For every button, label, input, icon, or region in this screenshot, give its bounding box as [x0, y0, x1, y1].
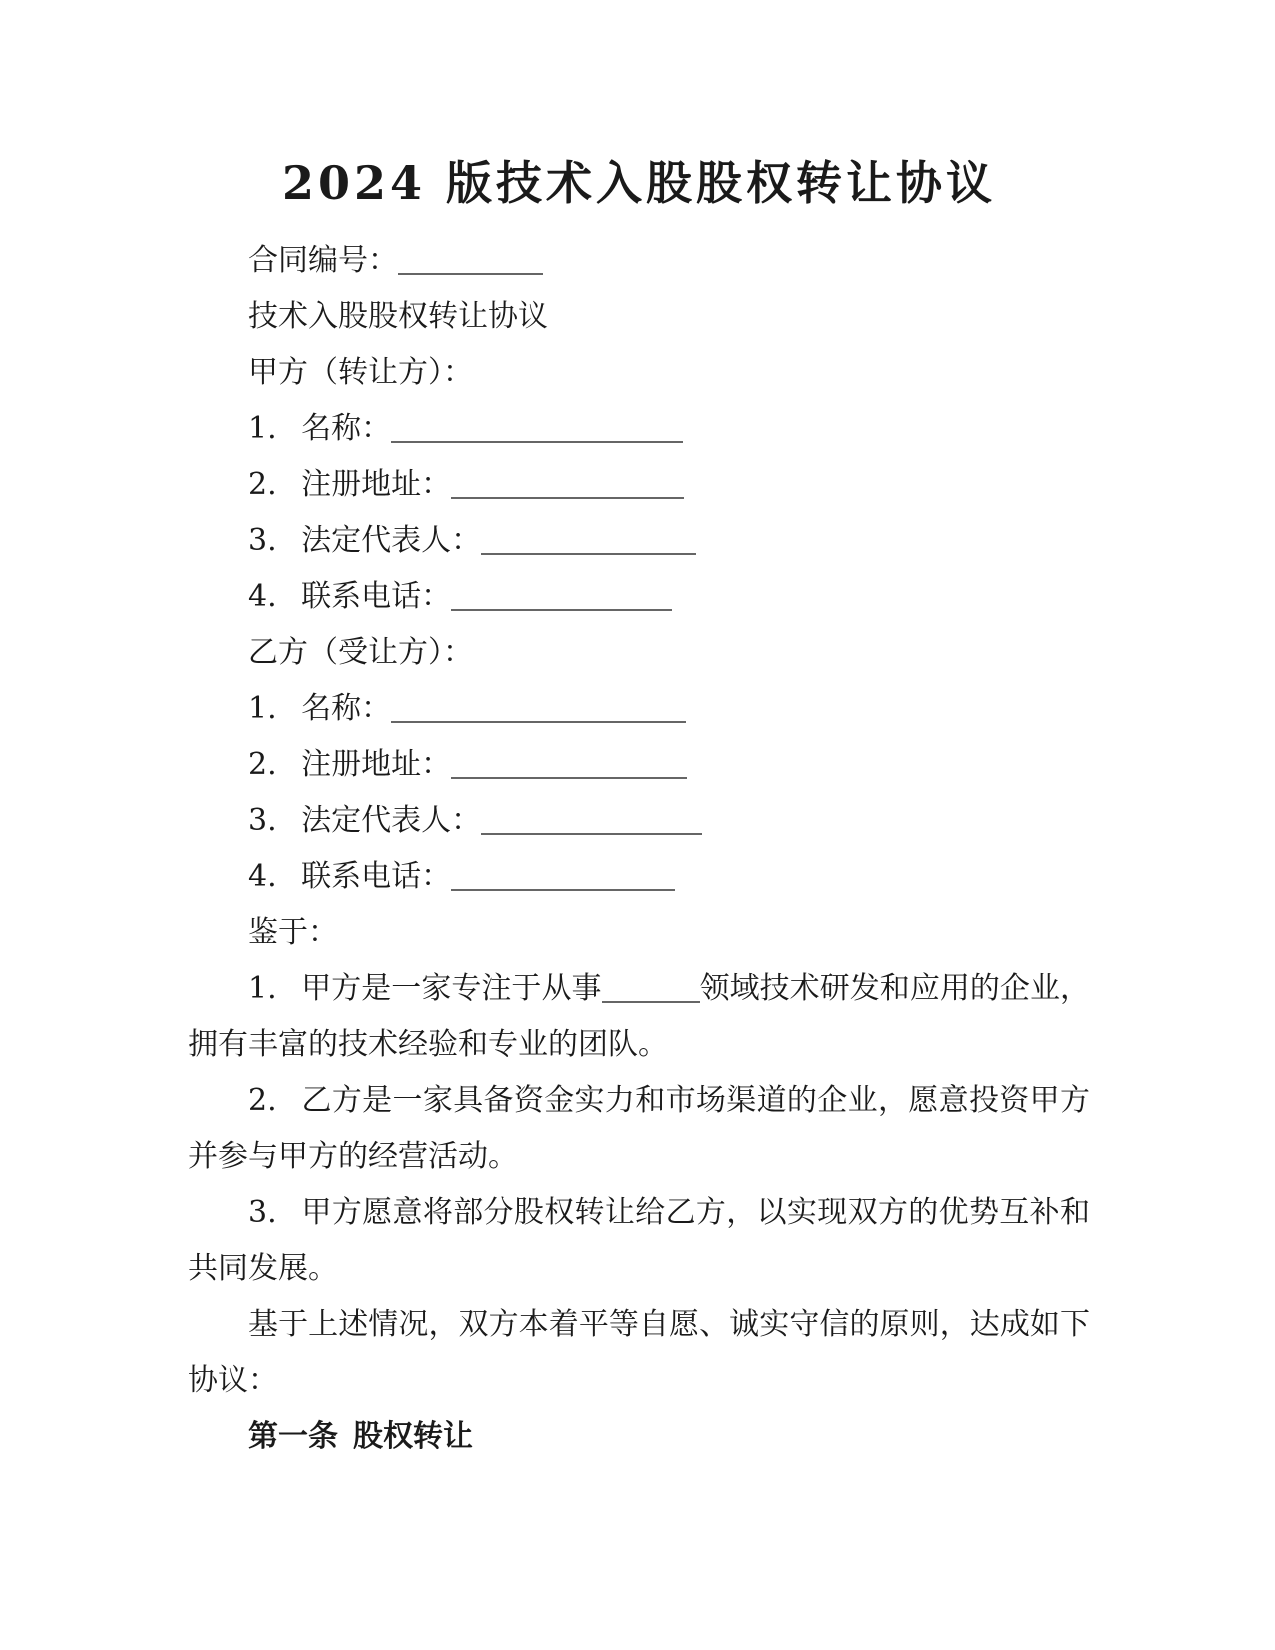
text-run: 甲方（转让方）： [248, 355, 473, 390]
text-run: 领域技术研发和应用的企业，拥有丰富的技术经验和专业的团队。 [188, 971, 1090, 1062]
section-heading [188, 1409, 1090, 1465]
blank-underline [451, 609, 672, 611]
paragraph [188, 289, 1090, 345]
paragraph [188, 345, 1090, 401]
text-run: 技术入股股权转让协议 [248, 299, 548, 334]
paragraph [188, 401, 1090, 457]
text-run: 1. 名称： [248, 411, 392, 446]
document-title: 2024 版技术入股股权转让协议 [281, 156, 997, 210]
paragraph [188, 905, 1090, 961]
paragraph [188, 625, 1090, 681]
text-run: 1. 甲方是一家专注于从事 [248, 971, 602, 1006]
paragraph [188, 849, 1090, 905]
blank-underline [398, 273, 543, 275]
paragraph [188, 793, 1090, 849]
text-run: 4. 联系电话： [248, 579, 452, 614]
paragraph [188, 513, 1090, 569]
blank-underline [451, 497, 684, 499]
blank-underline [602, 1001, 700, 1003]
paragraph [188, 961, 1090, 1073]
text-run: 基于上述情况，双方本着平等自愿、诚实守信的原则，达成如下协议： [188, 1307, 1090, 1398]
text-run: 鉴于： [248, 915, 338, 950]
text-run: 4. 联系电话： [248, 859, 452, 894]
blank-underline [481, 553, 696, 555]
paragraph [188, 681, 1090, 737]
text-run: 第一条 股权转让 [248, 1419, 473, 1454]
blank-underline [451, 777, 687, 779]
text-run: 2. 乙方是一家具备资金实力和市场渠道的企业，愿意投资甲方并参与甲方的经营活动。 [188, 1083, 1090, 1174]
blank-underline [481, 833, 702, 835]
document-body [188, 233, 1090, 1465]
paragraph [188, 1073, 1090, 1185]
blank-underline [391, 721, 686, 723]
paragraph [188, 233, 1090, 289]
text-run: 合同编号： [248, 243, 398, 278]
paragraph [188, 737, 1090, 793]
text-run: 1. 名称： [248, 691, 392, 726]
text-run: 2. 注册地址： [248, 467, 452, 502]
text-run: 3. 甲方愿意将部分股权转让给乙方，以实现双方的优势互补和共同发展。 [188, 1195, 1090, 1286]
paragraph [188, 1185, 1090, 1297]
paragraph [188, 1297, 1090, 1409]
paragraph [188, 569, 1090, 625]
text-run: 乙方（受让方）： [248, 635, 473, 670]
text-run: 3. 法定代表人： [248, 803, 482, 838]
blank-underline [391, 441, 683, 443]
paragraph [188, 457, 1090, 513]
text-run: 2. 注册地址： [248, 747, 452, 782]
blank-underline [451, 889, 675, 891]
text-run: 3. 法定代表人： [248, 523, 482, 558]
